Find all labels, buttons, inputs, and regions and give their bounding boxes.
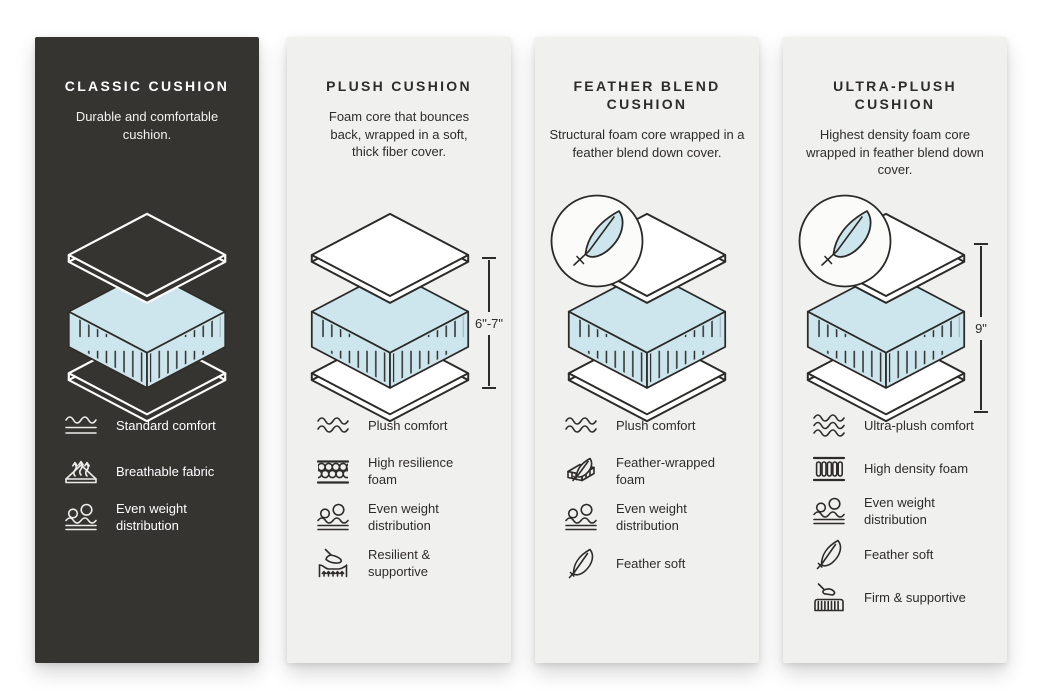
weight-distribution-icon <box>311 500 355 536</box>
feature-label: Even weight distribution <box>368 501 439 533</box>
height-dimension <box>469 257 509 389</box>
card-classic-cushion <box>35 37 259 663</box>
weight-distribution-icon <box>807 494 851 530</box>
card-plush-cushion <box>287 37 511 663</box>
feature-label: High resilience foam <box>368 455 454 487</box>
feature-label: Feather-wrapped foam <box>616 455 715 487</box>
waves-icon <box>311 408 355 444</box>
feature-label: Breathable fabric <box>116 463 215 479</box>
dimension-cap <box>974 243 988 245</box>
cushion-illustration <box>783 205 1007 423</box>
feature-label: Firm & supportive <box>864 589 966 605</box>
feature-item <box>559 500 753 536</box>
dimension-cap <box>482 387 496 389</box>
card-title: CLASSIC CUSHION <box>64 78 230 94</box>
feature-item <box>807 537 1001 573</box>
dimension-line <box>980 340 982 411</box>
feature-item <box>807 451 1001 487</box>
feature-list <box>807 408 1001 623</box>
card-description: Structural foam core wrapped in a feather blend down cover. <box>549 127 745 160</box>
feature-item <box>559 546 753 582</box>
feature-label: Even weight distribution <box>616 501 687 533</box>
foam-cells-icon <box>311 454 355 490</box>
feather-badge-icon <box>547 191 647 291</box>
feature-item <box>807 408 1001 444</box>
feature-item <box>59 500 253 536</box>
cushion-illustration <box>535 205 759 423</box>
hand-press-icon <box>311 546 355 582</box>
feature-label: Ultra-plush comfort <box>864 417 974 433</box>
dimension-line <box>980 246 982 317</box>
dimension-cap <box>482 257 496 259</box>
card-feather-blend-cushion <box>535 37 759 663</box>
cushion-layers-icon <box>292 209 488 428</box>
waves-icon <box>59 408 103 444</box>
weight-distribution-icon <box>59 500 103 536</box>
feature-item <box>311 546 505 582</box>
feature-list <box>59 408 253 546</box>
breathable-icon <box>59 454 103 490</box>
feather-icon <box>807 537 851 573</box>
feature-item <box>311 408 505 444</box>
cushion-illustration <box>287 205 511 423</box>
feature-label: Plush comfort <box>616 417 696 433</box>
feature-label: High density foam <box>864 460 969 476</box>
feature-item <box>311 454 505 490</box>
feather-icon <box>559 546 603 582</box>
height-dimension <box>961 243 1001 413</box>
feature-list <box>311 408 505 592</box>
feature-label: Feather soft <box>616 555 686 571</box>
feature-item <box>807 580 1001 616</box>
feather-badge-icon <box>795 191 895 291</box>
feature-item <box>311 500 505 536</box>
feature-label: Resilient & supportive <box>368 547 431 579</box>
card-title: FEATHER BLEND CUSHION <box>573 78 721 113</box>
cushion-illustration <box>35 205 259 423</box>
card-description: Durable and comfortable cushion. <box>75 109 219 142</box>
card-title: ULTRA-PLUSH CUSHION <box>833 78 957 113</box>
feature-label: Feather soft <box>864 546 934 562</box>
feather-foam-icon <box>559 454 603 490</box>
dimension-label: 6"-7" <box>474 315 504 331</box>
feature-label: Even weight distribution <box>864 495 935 527</box>
dimension-label: 9" <box>975 320 987 336</box>
foam-bars-icon <box>807 451 851 487</box>
card-description: Highest density foam core wrapped in feather blend down cover. <box>806 127 984 178</box>
feature-item <box>59 454 253 490</box>
card-title: PLUSH CUSHION <box>326 78 472 94</box>
feature-label: Standard comfort <box>116 417 216 433</box>
firm-support-icon <box>807 580 851 616</box>
card-description: Foam core that bounces back, wrapped in a soft, thick fiber cover. <box>328 109 470 160</box>
waves-icon <box>807 408 851 444</box>
feature-list <box>559 408 753 592</box>
feature-item <box>559 454 753 490</box>
card-ultra-plush-cushion <box>783 37 1007 663</box>
feature-item <box>559 408 753 444</box>
feature-label: Even weight distribution <box>116 501 187 533</box>
weight-distribution-icon <box>559 500 603 536</box>
dimension-line <box>488 260 490 312</box>
dimension-line <box>488 335 490 387</box>
feature-item <box>807 494 1001 530</box>
cushion-layers-icon <box>49 209 245 428</box>
feature-item <box>59 408 253 444</box>
waves-icon <box>559 408 603 444</box>
feature-label: Plush comfort <box>368 417 448 433</box>
